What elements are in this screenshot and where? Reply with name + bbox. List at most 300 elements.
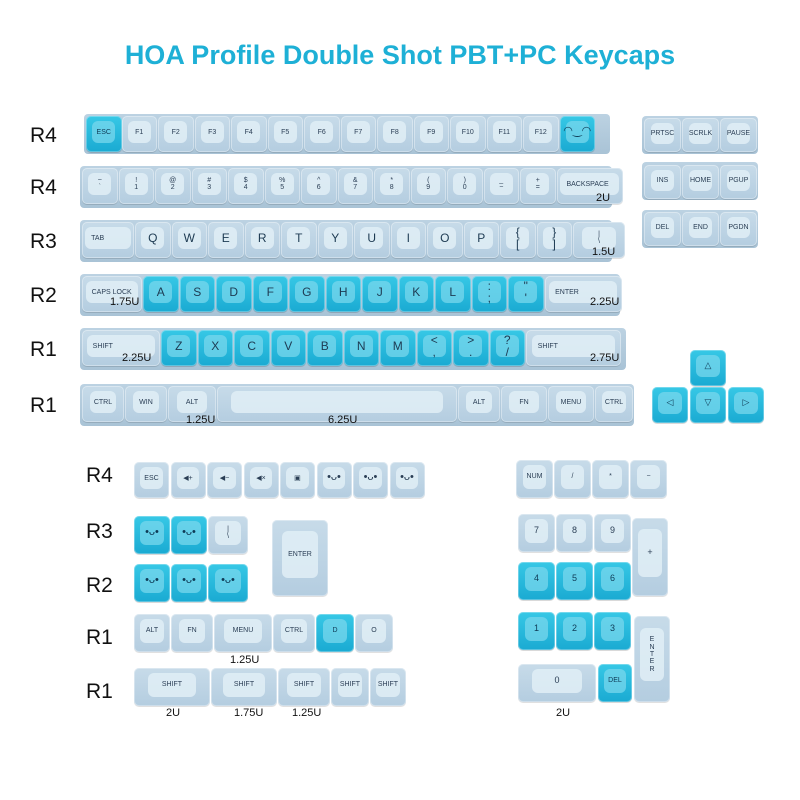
keycap-legend: } ] <box>552 224 557 252</box>
keycap-top <box>198 173 221 195</box>
keycap-number <box>484 168 520 204</box>
row-label: R2 <box>30 284 57 307</box>
keycap-top <box>601 617 625 641</box>
keycap-numpad-digit <box>556 562 593 600</box>
keycap-face <box>171 564 207 602</box>
keycap-top <box>313 335 336 357</box>
keycap-top <box>602 391 626 413</box>
keycap-f5 <box>268 116 304 152</box>
keycap-top <box>563 121 592 143</box>
keycap-legend: F9 <box>427 128 436 136</box>
keycap-top <box>727 217 751 238</box>
keycap-face <box>134 564 170 602</box>
keycap-top <box>525 617 549 641</box>
keycap-letter <box>490 330 526 366</box>
unit-label: 1.25U <box>186 414 216 426</box>
keycap-legend: PRTSC <box>650 129 675 137</box>
keycap-legend: & 7 <box>352 176 358 192</box>
keycap-top <box>271 173 294 195</box>
keycap-top <box>651 170 675 191</box>
keycap-numpad <box>592 460 629 498</box>
keycap-shift-175u <box>211 668 277 706</box>
keycap-top <box>286 467 308 489</box>
keycap-extra <box>280 462 315 498</box>
keycap-legend: X <box>211 338 220 353</box>
keycap-legend: ? / <box>503 332 511 360</box>
keycap-letter <box>354 222 390 258</box>
keycap-legend: END <box>693 223 708 231</box>
keycap-legend: H <box>338 284 348 299</box>
keycap-legend: ◀+ <box>183 474 193 482</box>
keycap-legend: WIN <box>139 398 153 406</box>
keycap-number <box>82 168 118 204</box>
keycap-numpad-digit <box>518 562 555 600</box>
keycap-legend: F4 <box>244 128 253 136</box>
keycap-top <box>179 619 206 643</box>
row-label: R1 <box>86 626 113 649</box>
keycap-top <box>563 519 587 543</box>
keycap-top <box>529 121 552 143</box>
keycap-top <box>250 467 272 489</box>
keycap-number <box>155 168 191 204</box>
keycap-top <box>456 121 479 143</box>
keycap-legend: Q <box>148 230 158 245</box>
keycap-menu <box>548 386 594 422</box>
keycap-top <box>525 567 549 591</box>
keycap-f6 <box>304 116 340 152</box>
keycap-legend: ESC <box>144 474 159 482</box>
keycap-top <box>281 619 308 643</box>
keycap-letter <box>464 222 500 258</box>
keycap-top <box>231 391 442 413</box>
keycap-nav <box>644 118 681 152</box>
keycap-legend: MENU <box>560 398 582 406</box>
keycap-letter <box>161 330 197 366</box>
keycap-extra <box>244 462 279 498</box>
keycap-letter <box>234 330 270 366</box>
keycap-legend: ~ ` <box>97 176 102 192</box>
page-title: HOA Profile Double Shot PBT+PC Keycaps <box>124 40 676 70</box>
keycap-legend: ▷ <box>742 397 750 408</box>
keycap-top <box>323 467 345 489</box>
keycap-legend: T <box>295 230 303 245</box>
keycap-top <box>215 521 241 545</box>
keycap-letter <box>271 330 307 366</box>
keycap-top <box>543 224 566 252</box>
keycap-legend: SHIFT <box>233 681 255 689</box>
keycap-top <box>526 173 549 195</box>
keycap-top <box>563 567 587 591</box>
unit-label: 2U <box>166 707 181 719</box>
keycap-extra <box>317 462 352 498</box>
keycap-legend: 1 <box>533 623 539 634</box>
keycap-top <box>128 121 151 143</box>
keycap-top <box>213 467 235 489</box>
keycap-top <box>323 619 347 643</box>
keycap-top <box>696 392 719 414</box>
keycap-legend: F1 <box>135 128 144 136</box>
keycap-number <box>265 168 301 204</box>
keycap-letter <box>362 276 398 312</box>
keycap-legend: F10 <box>461 128 474 136</box>
keycap-letter <box>344 330 380 366</box>
keycap-top <box>376 673 399 697</box>
keycap-top <box>658 392 681 414</box>
keycap-top <box>405 281 428 303</box>
keycap-top <box>637 465 661 489</box>
keycap-number <box>192 168 228 204</box>
keycap-top <box>689 170 713 191</box>
keycap-nav <box>682 212 719 246</box>
keycap-letter <box>326 276 362 312</box>
keycap-legend: ◀× <box>256 474 266 482</box>
unit-label: 2U <box>556 707 571 719</box>
keycap-numpad <box>630 460 667 498</box>
keycap-legend: O <box>440 230 450 245</box>
keycap-top <box>149 281 172 303</box>
keycap-numpad-digit <box>518 514 555 552</box>
keycap-legend: + <box>647 547 653 558</box>
keycap-legend: SHIFT <box>537 342 558 350</box>
keycap-top <box>397 227 420 249</box>
keycap-top <box>525 519 549 543</box>
keycap-legend: F8 <box>390 128 399 136</box>
keycap-extra <box>353 462 388 498</box>
keycap-top <box>496 332 519 360</box>
keycap-legend: E <box>221 230 230 245</box>
keycap-legend: ▣ <box>294 474 301 482</box>
keycap-fn <box>501 386 547 422</box>
keycap-letter <box>245 222 281 258</box>
keycap-legend: SCRLK <box>688 129 713 137</box>
keycap-numpad-enter <box>634 616 670 702</box>
keycap-number <box>411 168 447 204</box>
keycap-top <box>470 227 493 249</box>
row-label: R4 <box>30 176 57 199</box>
keycap-legend: 4 <box>533 573 539 584</box>
keycap-legend: U <box>367 230 377 245</box>
keycap-top <box>140 467 162 489</box>
keycap-o <box>355 614 393 652</box>
unit-label: 1.75U <box>110 296 140 308</box>
keycap-fn <box>171 614 213 652</box>
keycap-legend: PGUP <box>728 176 749 184</box>
keycap-menu <box>214 614 272 652</box>
keycap-top <box>490 173 513 195</box>
keycap-legend: •ᴗ• <box>145 526 159 539</box>
keycap-legend: ^ 6 <box>316 176 321 192</box>
keycap-f1 <box>122 116 158 152</box>
keycap-top <box>307 173 330 195</box>
keycap-letter <box>508 276 544 312</box>
keycap-backslash <box>208 516 248 554</box>
keycap-legend: •ᴗ• <box>182 526 196 539</box>
keycap-legend: 0 <box>554 675 560 686</box>
keycap-top <box>161 173 184 195</box>
keycap-alt-right <box>458 386 500 422</box>
keycap-top <box>734 392 757 414</box>
keycap-legend: SHIFT <box>161 681 183 689</box>
keycap-legend: △ <box>704 360 712 371</box>
keycap-letter <box>399 276 435 312</box>
keycap-top <box>223 673 265 697</box>
keycap-legend: F5 <box>281 128 290 136</box>
unit-label: 1.25U <box>292 707 322 719</box>
keycap-extra <box>207 462 242 498</box>
keycap-top <box>177 391 208 413</box>
keycap-legend: CAPS LOCK <box>91 288 132 296</box>
keycap-top <box>92 121 115 143</box>
keycap-nav <box>720 212 757 246</box>
keycap-top <box>324 227 347 249</box>
keycap-f8 <box>377 116 413 152</box>
keycap-legend: { [ <box>515 224 520 252</box>
keycap-legend: SHIFT <box>339 681 361 689</box>
keycap-number <box>447 168 483 204</box>
keycap-top <box>689 123 713 144</box>
keycap-top <box>727 170 751 191</box>
keycap-f2 <box>158 116 194 152</box>
unit-label: 1.5U <box>592 246 616 258</box>
keycap-numpad-zero <box>518 664 596 702</box>
keycap-legend: ◠‿◠ <box>563 125 592 138</box>
keycap-top <box>178 227 201 249</box>
keycap-legend: D <box>229 284 239 299</box>
row-label: R3 <box>86 520 113 543</box>
keycap-top <box>344 173 367 195</box>
keycap-d <box>316 614 354 652</box>
keycap-top <box>148 673 197 697</box>
keycap-top <box>287 227 310 249</box>
keycap-numpad-del <box>598 664 632 702</box>
keycap-legend: * 8 <box>389 176 394 192</box>
keycap-legend: PGDN <box>728 223 749 231</box>
unit-label: 1.25U <box>230 654 260 666</box>
keycap-top <box>222 281 245 303</box>
keycap-legend: 7 <box>533 525 539 536</box>
keycap-top <box>727 123 751 144</box>
keycap-letter <box>216 276 252 312</box>
keycap-top <box>140 569 163 593</box>
keycap-top <box>215 569 241 593</box>
keycap-legend: ENTER <box>288 550 312 558</box>
keycap-top <box>386 335 409 357</box>
keycap-top <box>478 278 501 306</box>
keycap-legend: " ' <box>523 278 528 306</box>
unit-label: 2.25U <box>590 296 620 308</box>
keycap-legend: F3 <box>208 128 217 136</box>
keycap-top <box>523 465 547 489</box>
keycap-legend: F2 <box>171 128 180 136</box>
keycap-top <box>514 278 537 306</box>
keycap-letter <box>198 330 234 366</box>
unit-label: 1.75U <box>234 707 264 719</box>
keycap-ctrl-right <box>595 386 633 422</box>
keycap-top <box>310 121 333 143</box>
keycap-legend: SHIFT <box>377 681 399 689</box>
keycap-legend: CTRL <box>284 627 304 635</box>
keycap-top <box>133 391 160 413</box>
keycap-legend: FN <box>519 398 529 406</box>
keycap-top <box>141 227 164 249</box>
keycap-legend: Z <box>175 338 183 353</box>
keycap-legend: ◁ <box>666 397 674 408</box>
keycap-top <box>88 173 111 195</box>
keycap-f7 <box>341 116 377 152</box>
keycap-top <box>259 281 282 303</box>
keycap-letter <box>289 276 325 312</box>
keycap-top <box>332 281 355 303</box>
keycap-legend: 3 <box>609 623 615 634</box>
keycap-top <box>441 281 464 303</box>
keycap-number <box>374 168 410 204</box>
keycap-top <box>506 224 529 252</box>
keycap-legend: ALT <box>185 398 199 406</box>
keycap-top <box>396 467 418 489</box>
keycap-legend: $ 4 <box>243 176 248 192</box>
keycap-esc <box>86 116 122 152</box>
keycap-nav <box>720 165 757 199</box>
row-label: R2 <box>86 574 113 597</box>
keycap-top <box>368 281 391 303</box>
keycap-legend: DEL <box>655 223 670 231</box>
keycap-top <box>640 628 663 681</box>
keycap-legend: S <box>193 284 202 299</box>
keycap-legend: < , <box>430 332 438 360</box>
keycap-top <box>359 467 381 489</box>
keycap-legend: E N T E R <box>649 636 655 673</box>
keycap-legend: DEL <box>608 677 622 685</box>
keycap-arrow-right <box>728 387 764 423</box>
keycap-letter <box>253 276 289 312</box>
keycap-letter <box>391 222 427 258</box>
keycap-top <box>164 121 187 143</box>
keycap-numpad-digit <box>556 612 593 650</box>
keycap-top <box>651 123 675 144</box>
keycap-numpad-digit <box>556 514 593 552</box>
keycap-top <box>347 121 370 143</box>
keycap-top <box>204 335 227 357</box>
keycap-letter <box>208 222 244 258</box>
keycap-top <box>509 391 538 413</box>
keycap-number <box>228 168 264 204</box>
keycap-legend: P <box>477 230 486 245</box>
keycap-letter <box>435 276 471 312</box>
keycap-legend: J <box>376 284 383 299</box>
keycap-top <box>295 281 318 303</box>
keycap-shift-2u <box>134 668 210 706</box>
keycap-legend: •ᴗ• <box>400 471 414 484</box>
keycap-legend: % 5 <box>279 176 286 192</box>
keycap-top <box>383 121 406 143</box>
keycap-top <box>563 617 587 641</box>
keycap-legend: NUM <box>526 473 543 481</box>
keycap-legend: F6 <box>317 128 326 136</box>
keycap-letter <box>453 330 489 366</box>
keycap-f12 <box>523 116 559 152</box>
row-label: R4 <box>30 124 57 147</box>
keycap-top <box>125 173 148 195</box>
keycap-face <box>171 516 207 554</box>
keycap-top <box>604 669 626 693</box>
keycap-face <box>208 564 248 602</box>
keycap-top <box>459 332 482 360</box>
keycap-legend: G <box>302 284 312 299</box>
keycap-numpad-digit <box>518 612 555 650</box>
keycap-top <box>360 227 383 249</box>
keycap-legend: # 3 <box>207 176 212 192</box>
keycap-top <box>561 465 585 489</box>
keycap-numpad <box>516 460 553 498</box>
keycap-legend: CTRL <box>93 398 113 406</box>
keycap-shift-1u <box>370 668 406 706</box>
keycap-legend: SHIFT <box>92 342 113 350</box>
keycap-top <box>201 121 224 143</box>
keycap-top <box>493 121 516 143</box>
keycap-legend: •ᴗ• <box>363 471 378 484</box>
keycap-letter <box>500 222 536 258</box>
keycap-legend: ▽ <box>704 397 712 408</box>
keycap-legend: − <box>646 473 651 481</box>
keycap-number <box>520 168 556 204</box>
keycap-legend: @ 2 <box>169 176 177 192</box>
unit-label: 6.25U <box>328 414 358 426</box>
unit-label: 2.75U <box>590 352 620 364</box>
keycap-shift-1u <box>331 668 369 706</box>
unit-label: 2.25U <box>122 352 152 364</box>
keycap-legend: •ᴗ• <box>145 574 159 587</box>
keycap-legend: BACKSPACE <box>566 180 609 188</box>
keycap-numpad-digit <box>594 562 631 600</box>
keycap-ctrl-left <box>82 386 124 422</box>
keycap-letter <box>172 222 208 258</box>
keycap-legend: | \ <box>227 525 229 541</box>
keycap-legend: F7 <box>354 128 363 136</box>
keycap-legend: F12 <box>534 128 547 136</box>
keycap-letter <box>143 276 179 312</box>
keycap-top <box>140 619 163 643</box>
row-label: R1 <box>86 680 113 703</box>
keycap-legend: : ; <box>487 278 491 306</box>
keycap-legend: A <box>156 284 165 299</box>
keycap-legend: 9 <box>609 525 615 536</box>
keycap-legend: M <box>392 338 403 353</box>
keycap-legend: L <box>449 284 457 299</box>
keycap-legend: ) 0 <box>462 176 467 192</box>
keycap-legend: I <box>406 230 410 245</box>
keycap-legend: ENTER <box>555 288 579 296</box>
keycap-f10 <box>450 116 486 152</box>
keycap-f3 <box>195 116 231 152</box>
keycap-letter <box>472 276 508 312</box>
keycap-extra <box>390 462 425 498</box>
keycap-legend: O <box>371 627 377 635</box>
keycap-top <box>599 465 623 489</box>
keycap-legend: 2 <box>571 623 577 634</box>
keycap-nav <box>720 118 757 152</box>
keycap-top <box>338 673 362 697</box>
keycap-letter <box>427 222 463 258</box>
keycap-numpad <box>554 460 591 498</box>
keycap-top <box>240 335 263 357</box>
keycap-legend: / <box>571 473 574 481</box>
keycap-top <box>638 529 661 577</box>
keycap-legend: _ − <box>499 176 504 192</box>
keycap-top <box>601 567 625 591</box>
keycap-top <box>234 173 257 195</box>
keycap-legend: K <box>412 284 421 299</box>
keycap-letter <box>537 222 573 258</box>
